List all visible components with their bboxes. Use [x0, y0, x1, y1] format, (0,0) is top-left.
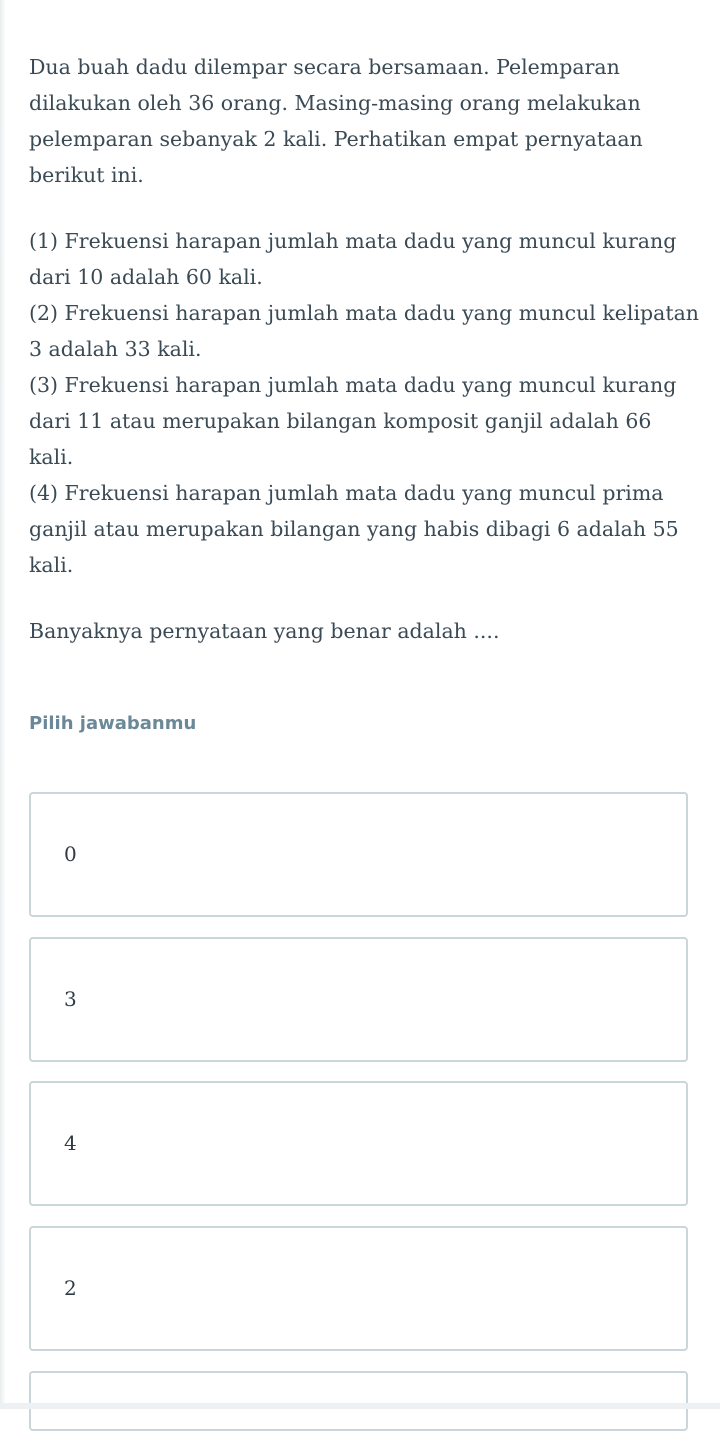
answer-option-text: 3: [64, 987, 77, 1011]
answer-option-3[interactable]: [29, 1081, 688, 1206]
question-prompt: Banyaknya pernyataan yang benar adalah ....: [29, 619, 500, 643]
question-intro: Dua buah dadu dilempar secara bersamaan. Pelemparan dilakukan oleh 36 orang. Masing-masing orang melakukan pelemparan sebanyak 2 kali. Perhatikan empat pernyataan berikut ini.: [29, 55, 643, 187]
statement-2: (2) Frekuensi harapan jumlah mata dadu yang muncul kelipatan 3 adalah 33 kali.: [29, 301, 700, 361]
answer-option-text: 0: [64, 842, 77, 866]
answer-option-2[interactable]: [29, 937, 688, 1062]
answer-section-label: Pilih jawabanmu: [29, 713, 197, 734]
bottom-edge-strip: [0, 1403, 720, 1409]
question-block: [29, 49, 699, 649]
statement-1: (1) Frekuensi harapan jumlah mata dadu yang muncul kurang dari 10 adalah 60 kali.: [29, 229, 677, 289]
left-edge-shadow: [0, 0, 6, 1409]
answer-option-1[interactable]: [29, 792, 688, 917]
answer-option-4[interactable]: [29, 1226, 688, 1351]
statement-3: (3) Frekuensi harapan jumlah mata dadu yang muncul kurang dari 11 atau merupakan bilangan komposit ganjil adalah 66 kali.: [29, 373, 677, 469]
statement-list: [29, 223, 699, 583]
statement-4: (4) Frekuensi harapan jumlah mata dadu yang muncul prima ganjil atau merupakan bilangan yang habis dibagi 6 adalah 55 kali.: [29, 481, 679, 577]
answer-option-5[interactable]: [29, 1371, 688, 1431]
answer-option-text: 4: [64, 1131, 77, 1155]
answer-option-text: 2: [64, 1276, 77, 1300]
